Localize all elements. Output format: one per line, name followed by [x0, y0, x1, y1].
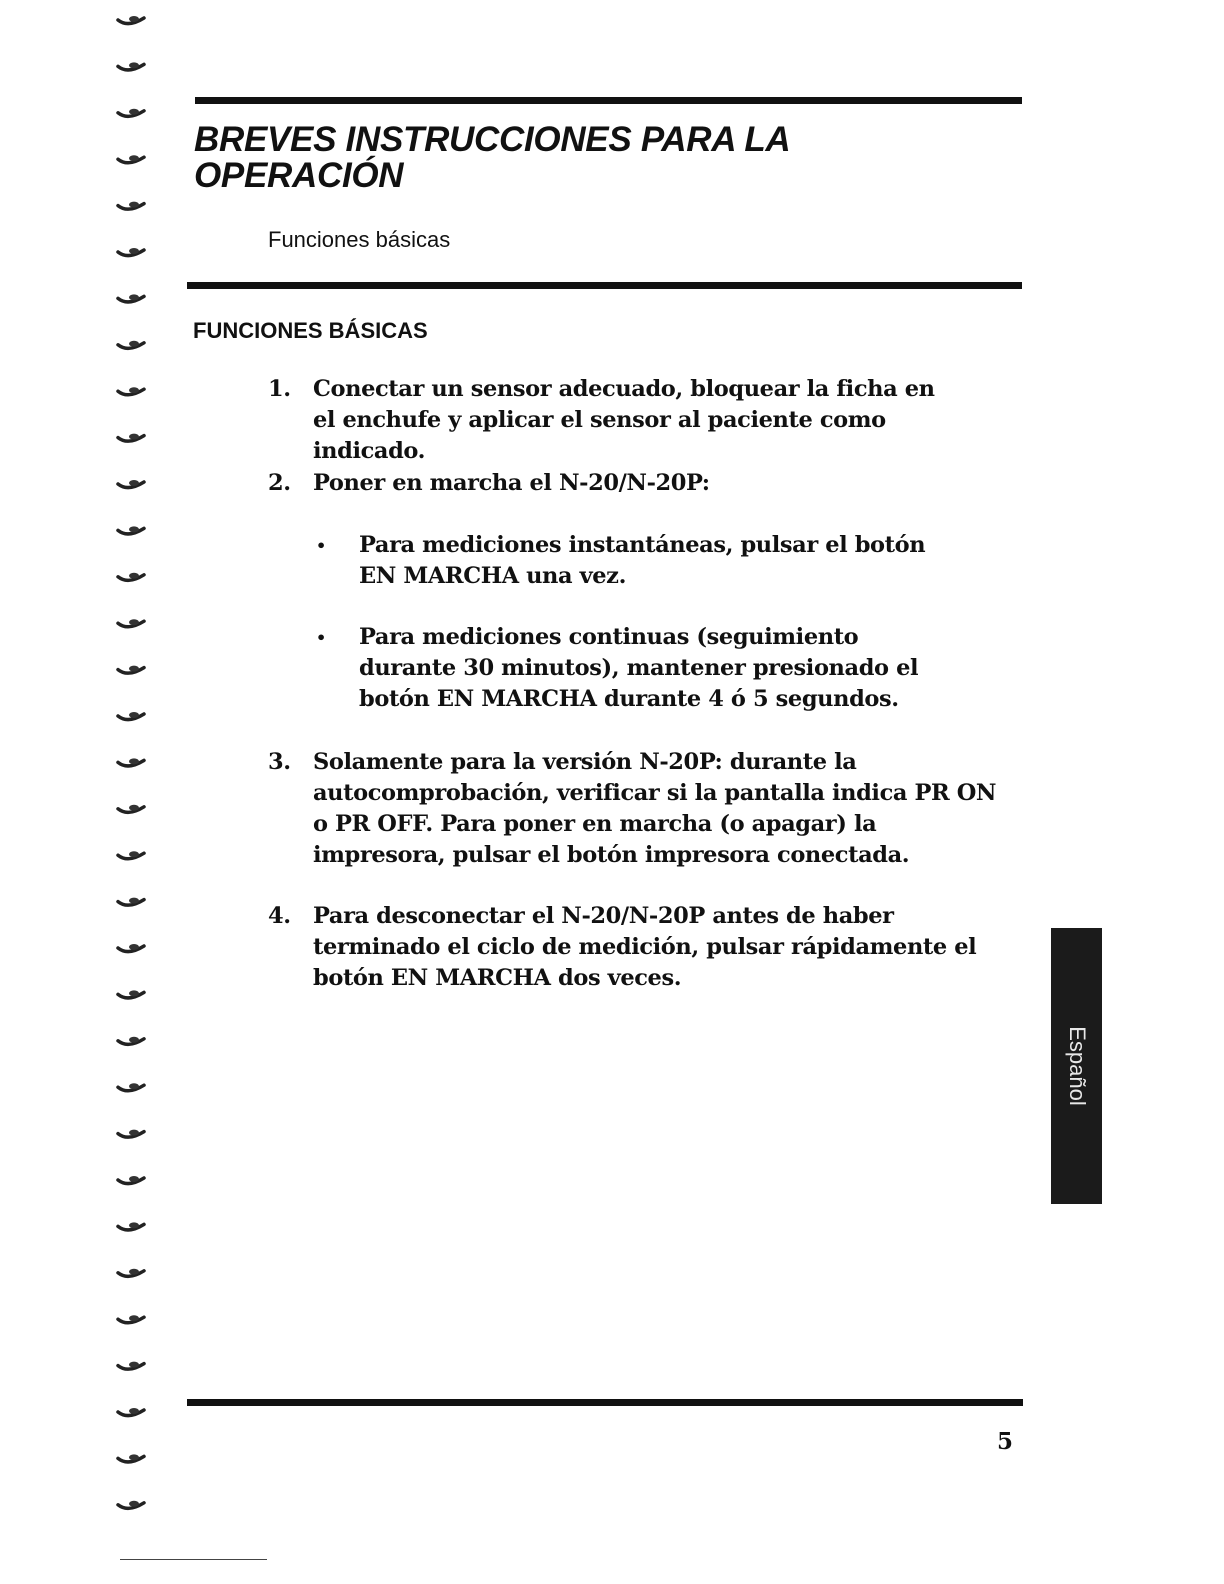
- binding-ring-icon: [118, 1315, 144, 1323]
- item-2-text: Poner en marcha el N-20/N-20P:: [313, 470, 710, 496]
- page-title-line-2: OPERACIÓN: [194, 156, 404, 195]
- item-2-bullet-1-text: Para mediciones instantáneas, pulsar el botón EN MARCHA una vez.: [359, 532, 926, 589]
- section-heading: FUNCIONES BÁSICAS: [193, 318, 428, 343]
- binding-ring-icon: [118, 248, 144, 256]
- binding-ring-icon: [118, 1501, 144, 1509]
- binding-ring-icon: [118, 1222, 144, 1230]
- page-title: [194, 122, 790, 194]
- footer-line: [120, 1559, 267, 1560]
- binding-ring-icon: [118, 1130, 144, 1138]
- item-1-number: 1.: [268, 376, 291, 402]
- spiral-binding: [108, 0, 158, 1584]
- binding-ring-icon: [118, 1269, 144, 1277]
- item-2-number: 2.: [268, 470, 291, 496]
- binding-ring-icon: [118, 109, 144, 117]
- section-rule: [187, 282, 1022, 289]
- item-2-bullet-1-marker: •: [316, 536, 327, 555]
- binding-ring-icon: [118, 851, 144, 859]
- binding-ring-icon: [118, 1454, 144, 1462]
- item-2-bullet-2-marker: •: [316, 628, 327, 647]
- binding-ring-icon: [118, 1408, 144, 1416]
- binding-ring-icon: [118, 1083, 144, 1091]
- item-3-text: Solamente para la versión N-20P: durante la autocomprobación, verificar si la pantalla indica PR ON o PR OFF. Para poner en marcha (o apagar) la impresora, pulsar el botón impresora conectada.: [313, 749, 997, 868]
- page-number: 5: [997, 1428, 1014, 1455]
- binding-ring-icon: [118, 573, 144, 581]
- binding-ring-icon: [118, 480, 144, 488]
- binding-ring-icon: [118, 619, 144, 627]
- binding-ring-icon: [118, 202, 144, 210]
- binding-ring-icon: [118, 526, 144, 534]
- binding-ring-icon: [118, 712, 144, 720]
- item-3-number: 3.: [268, 749, 291, 775]
- page-title-line-1: BREVES INSTRUCCIONES PARA LA: [194, 120, 791, 159]
- binding-ring-icon: [118, 1362, 144, 1370]
- binding-ring-icon: [118, 944, 144, 952]
- top-rule: [195, 97, 1022, 104]
- binding-ring-icon: [118, 387, 144, 395]
- item-4-number: 4.: [268, 903, 291, 929]
- subtitle: Funciones básicas: [268, 227, 451, 252]
- binding-ring-icon: [118, 341, 144, 349]
- item-2-bullet-2-text: Para mediciones continuas (seguimiento durante 30 minutos), mantener presionado el botón EN MARCHA durante 4 ó 5 segundos.: [359, 624, 919, 712]
- binding-ring-icon: [118, 805, 144, 813]
- binding-ring-icon: [118, 666, 144, 674]
- binding-ring-icon: [118, 758, 144, 766]
- item-1-text: Conectar un sensor adecuado, bloquear la ficha en el enchufe y aplicar el sensor al paciente como indicado.: [313, 376, 935, 464]
- binding-ring-icon: [118, 434, 144, 442]
- binding-ring-icon: [118, 1176, 144, 1184]
- binding-ring-icon: [118, 898, 144, 906]
- binding-ring-icon: [118, 16, 144, 24]
- binding-ring-icon: [118, 1037, 144, 1045]
- bottom-rule: [187, 1399, 1023, 1406]
- language-tab-label: Español: [1064, 1026, 1090, 1106]
- binding-ring-icon: [118, 990, 144, 998]
- binding-ring-icon: [118, 294, 144, 302]
- binding-ring-icon: [118, 155, 144, 163]
- language-tab: [1051, 928, 1102, 1204]
- item-4-text: Para desconectar el N-20/N-20P antes de haber terminado el ciclo de medición, pulsar rápidamente el botón EN MARCHA dos veces.: [313, 903, 977, 991]
- binding-ring-icon: [118, 62, 144, 70]
